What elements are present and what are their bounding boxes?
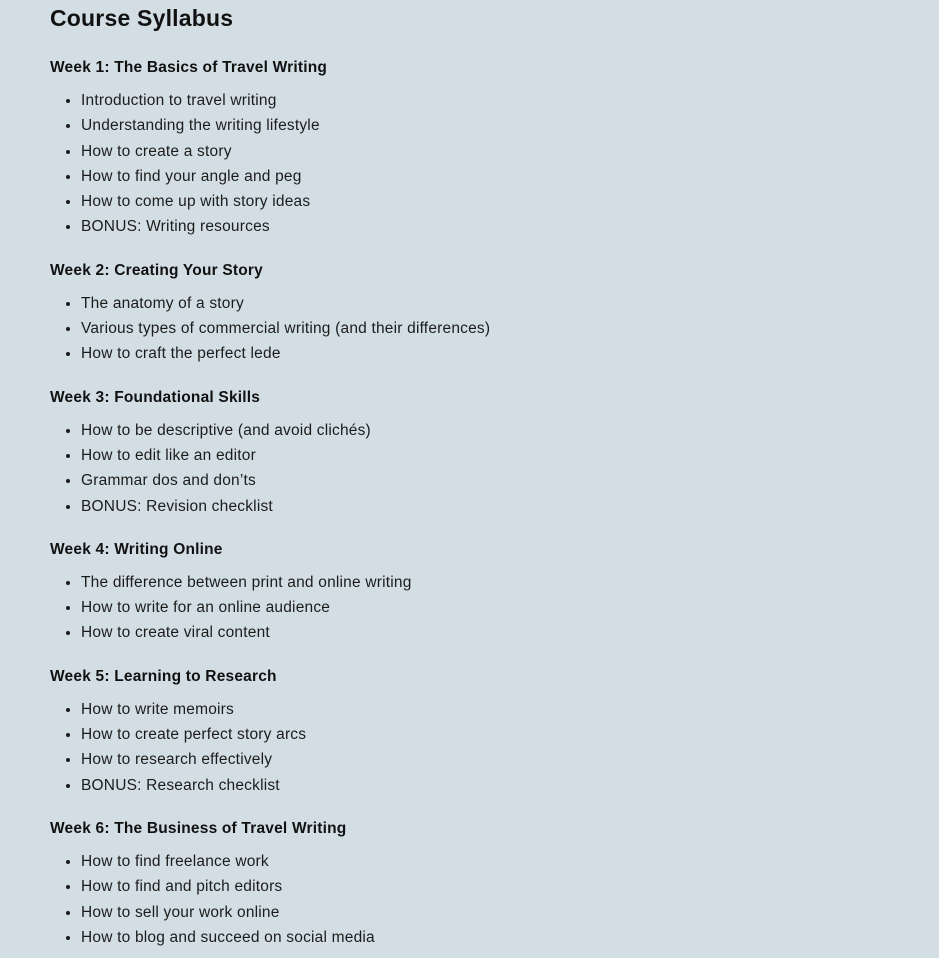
- week-section-6: [50, 819, 899, 950]
- topic-item: • How to write memoirs: [81, 697, 899, 722]
- topic-item: • BONUS: Revision checklist: [81, 494, 899, 519]
- topic-item: • How to find and pitch editors: [81, 874, 899, 899]
- topic-item: • How to sell your work online: [81, 900, 899, 925]
- topic-item: • How to create viral content: [81, 620, 899, 645]
- week-topic-list: [50, 570, 899, 646]
- week-heading: Week 6: The Business of Travel Writing: [50, 819, 347, 837]
- topic-item: • BONUS: Writing resources: [81, 214, 899, 239]
- week-section-3: [50, 388, 899, 519]
- topic-item: • How to edit like an editor: [81, 443, 899, 468]
- topic-item: • How to write for an online audience: [81, 595, 899, 620]
- topic-item: • How to be descriptive (and avoid clichés): [81, 418, 899, 443]
- topic-item: • How to create perfect story arcs: [81, 722, 899, 747]
- topic-item: • Understanding the writing lifestyle: [81, 113, 899, 138]
- week-section-2: [50, 261, 899, 367]
- week-heading: Week 5: Learning to Research: [50, 667, 277, 685]
- topic-item: • BONUS: Research checklist: [81, 773, 899, 798]
- topic-item: • Introduction to travel writing: [81, 88, 899, 113]
- topic-item: • Grammar dos and don’ts: [81, 468, 899, 493]
- week-heading: Week 3: Foundational Skills: [50, 388, 261, 406]
- topic-item: • How to craft the perfect lede: [81, 341, 899, 366]
- week-topic-list: [50, 697, 899, 798]
- week-topic-list: [50, 291, 899, 367]
- topic-item: • How to research effectively: [81, 747, 899, 772]
- week-section-4: [50, 540, 899, 646]
- week-section-1: [50, 58, 899, 240]
- week-heading: Week 1: The Basics of Travel Writing: [50, 59, 328, 76]
- week-topic-list: [50, 418, 899, 519]
- week-section-5: [50, 667, 899, 798]
- topic-item: • How to find your angle and peg: [81, 164, 899, 189]
- week-heading: Week 2: Creating Your Story: [50, 261, 263, 279]
- topic-item: • How to come up with story ideas: [81, 189, 899, 214]
- week-heading: Week 4: Writing Online: [50, 540, 223, 558]
- topic-item: • How to blog and succeed on social media: [81, 925, 899, 950]
- topic-item: • How to find freelance work: [81, 849, 899, 874]
- topic-item: • The difference between print and online writing: [81, 570, 899, 595]
- page-title: Course Syllabus: [50, 5, 234, 31]
- topic-item: • How to create a story: [81, 139, 899, 164]
- topic-item: • The anatomy of a story: [81, 291, 899, 316]
- week-topic-list: [50, 849, 899, 950]
- topic-item: • Various types of commercial writing (and their differences): [81, 316, 899, 341]
- syllabus-sections: [50, 58, 899, 950]
- week-topic-list: [50, 88, 899, 240]
